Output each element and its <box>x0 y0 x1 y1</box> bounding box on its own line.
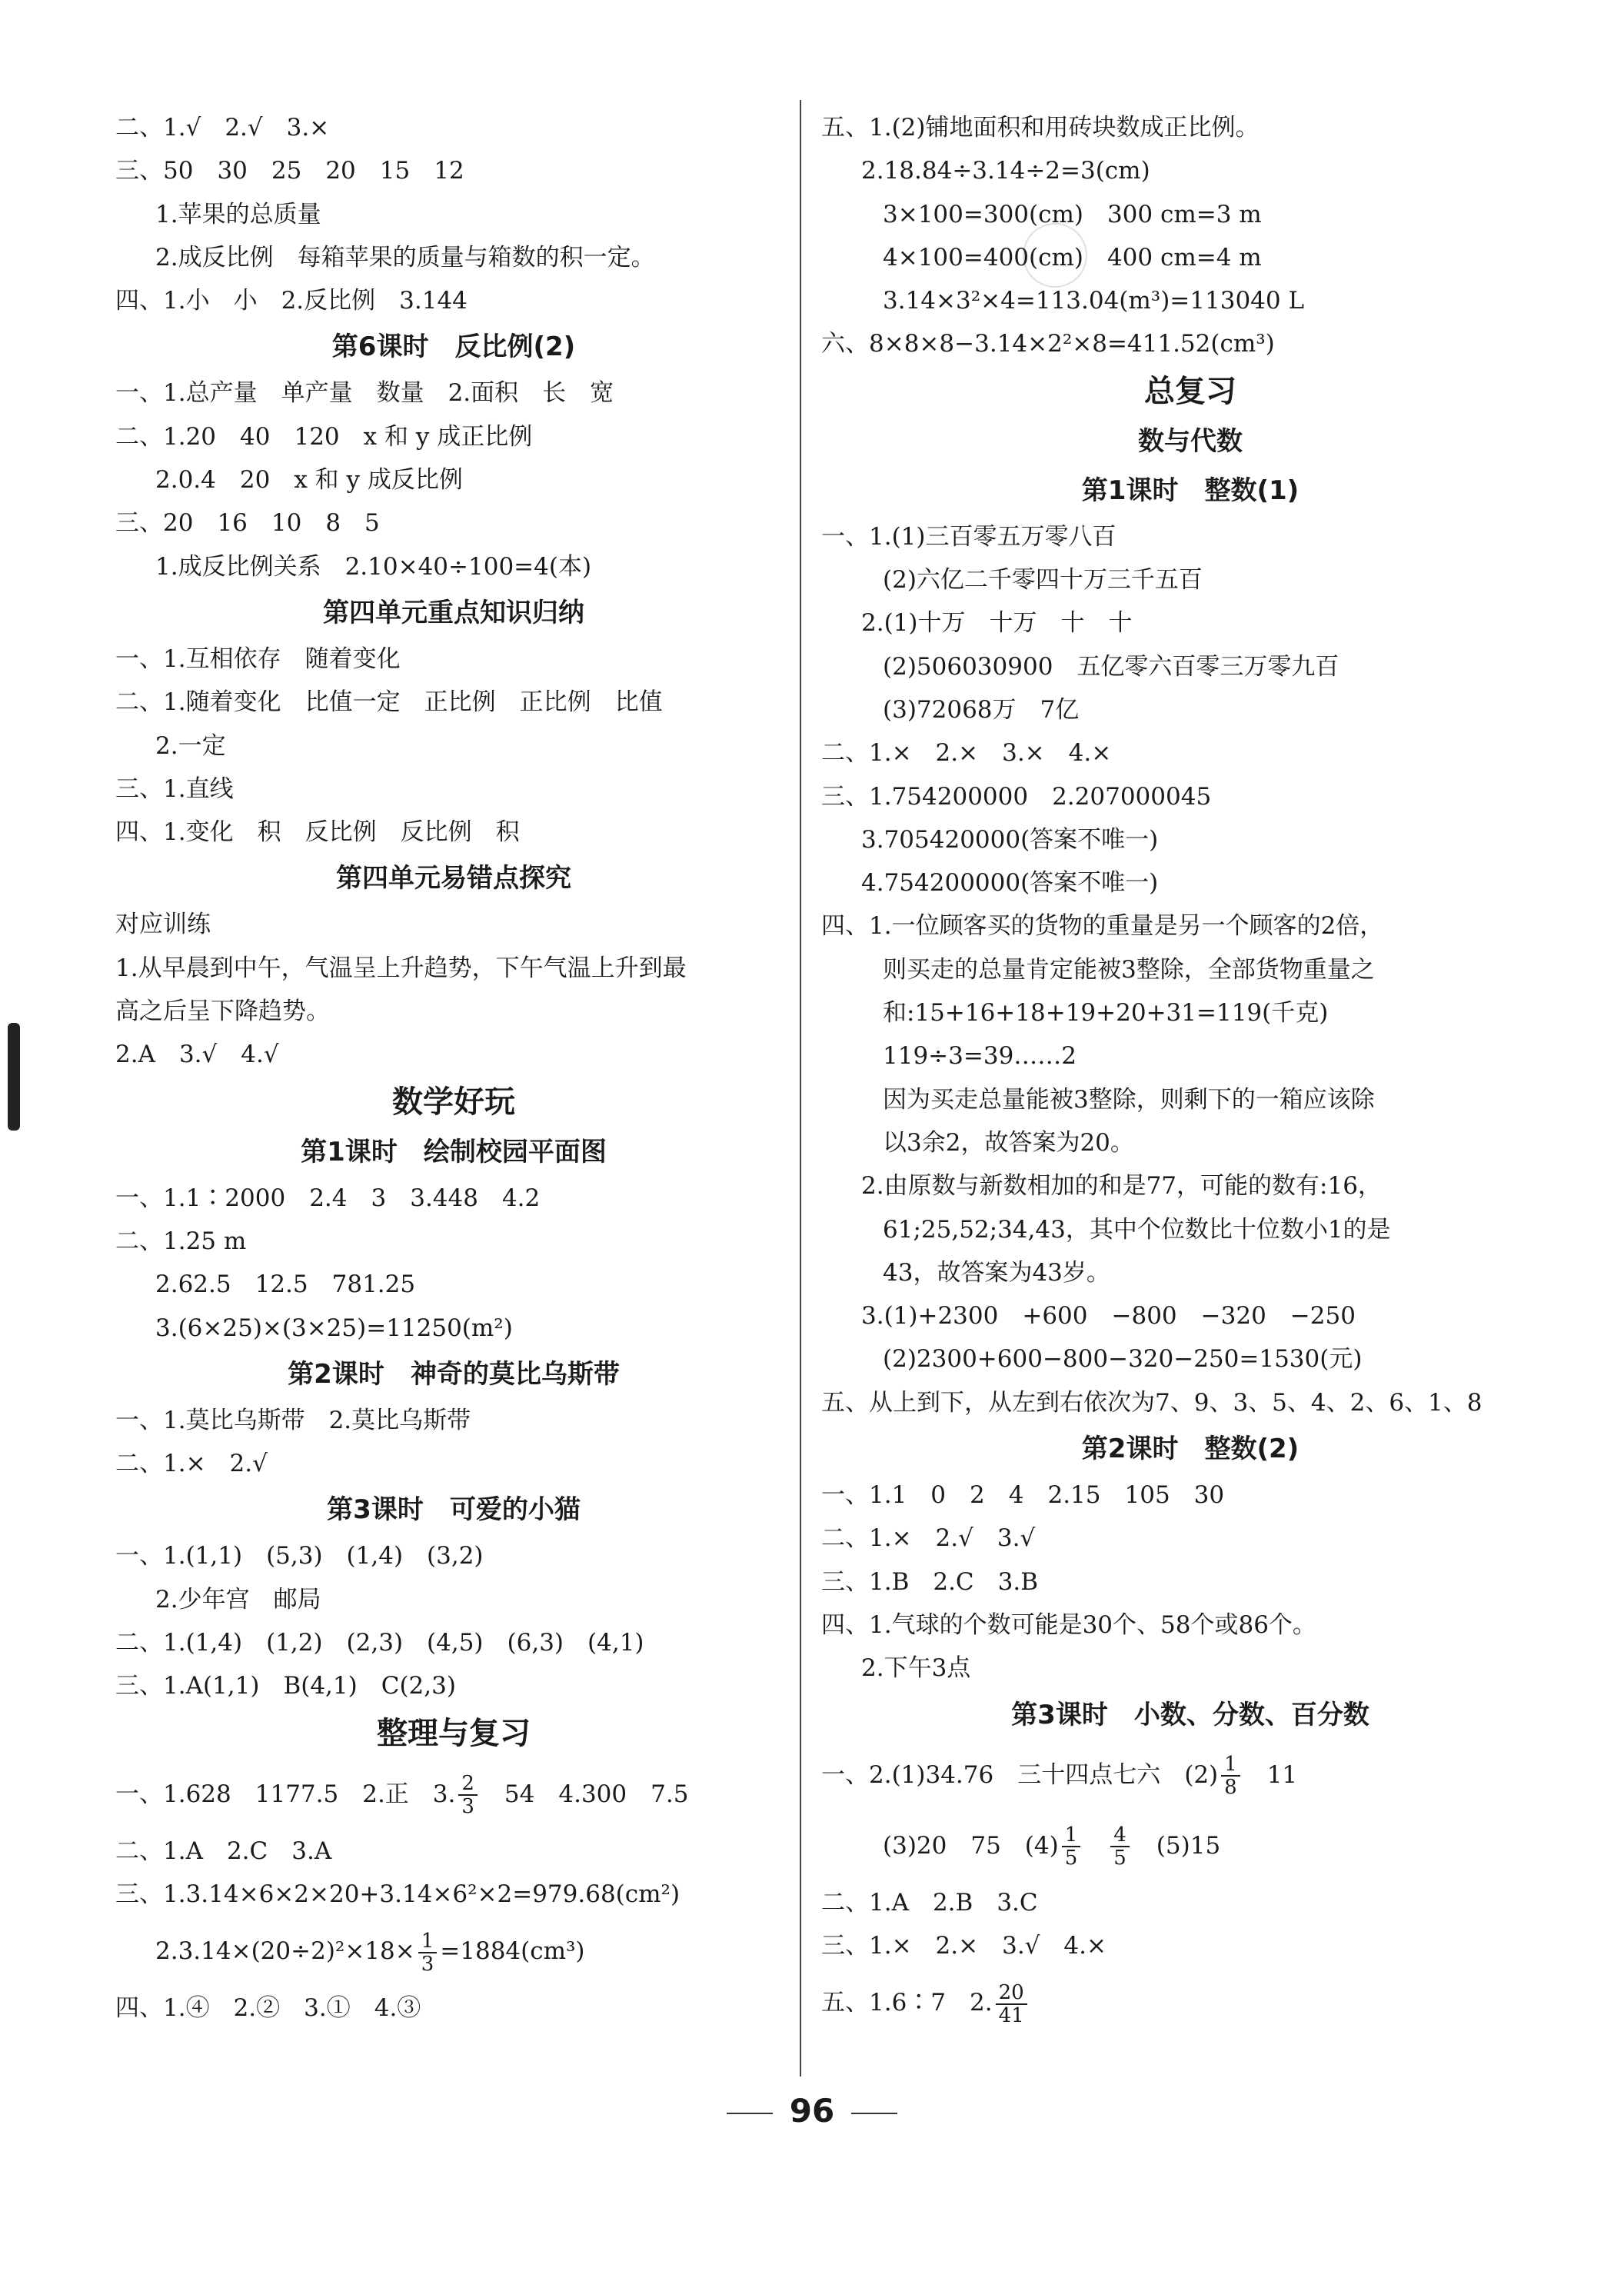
answer-line: 3×100=300(cm) 300 cm=3 m <box>883 200 1262 228</box>
answer-line: 二、1.(1,4) (1,2) (2,3) (4,5) (6,3) (4,1) <box>115 1629 644 1657</box>
answer-line: 二、1.25 m <box>115 1227 247 1255</box>
section-heading: 第6课时 反比例(2) <box>331 331 576 363</box>
dash-right <box>851 2113 897 2114</box>
answer-line: 六、8×8×8−3.14×2²×8=411.52(cm³) <box>821 330 1275 358</box>
section-heading: 第3课时 小数、分数、百分数 <box>1011 1699 1369 1730</box>
fraction: $\frac{1}{8}$ <box>1221 1753 1240 1798</box>
answer-line: 三、1.754200000 2.207000045 <box>821 782 1212 811</box>
answer-line: 3.14×3²×4=113.04(m³)=113040 L <box>883 287 1305 315</box>
answer-line: 五、从上到下，从左到右依次为7、9、3、5、4、2、6、1、8 <box>821 1388 1483 1417</box>
section-heading: 第2课时 整数(2) <box>1081 1434 1300 1465</box>
answer-line: 以3余2，故答案为20。 <box>883 1128 1134 1157</box>
answer-line: 对应训练 <box>115 911 211 939</box>
answer-line: 四、1.变化 积 反比例 反比例 积 <box>115 818 520 847</box>
answer-line: 2.0.4 20 x 和 y 成反比例 <box>155 466 463 495</box>
fraction: $\frac{20}{41}$ <box>996 1982 1027 2027</box>
answer-line: 四、1.一位顾客买的货物的重量是另一个顾客的2倍， <box>821 912 1384 941</box>
answer-line: 三、1.直线 <box>115 774 234 803</box>
review-line-4: 2.3.14×(20÷2)²×18× $\frac{1}{3}$ =1884(cm³) <box>155 1929 585 1976</box>
answer-line: 一、1.互相依存 随着变化 <box>115 644 401 673</box>
answer-line: 因为买走总量能被3整除，则剩下的一箱应该除 <box>883 1085 1375 1114</box>
answer-line: 二、1.20 40 120 x 和 y 成正比例 <box>115 422 533 451</box>
answer-line: 三、50 30 25 20 15 12 <box>115 157 464 185</box>
answer-line: 2.A 3.√ 4.√ <box>115 1041 279 1069</box>
answer-line: 二、1.× 2.√ <box>115 1450 268 1478</box>
fraction: $\frac{4}{5}$ <box>1110 1824 1130 1869</box>
review-line-5: 四、1.④ 2.② 3.① 4.③ <box>115 1994 421 2023</box>
answer-line: 四、1.气球的个数可能是30个、58个或86个。 <box>821 1610 1316 1639</box>
answer-line: 2.成反比例 每箱苹果的质量与箱数的积一定。 <box>155 243 655 271</box>
answer-line: 四、1.小 小 2.反比例 3.144 <box>115 287 468 315</box>
answer-line: 2.由原数与新数相加的和是77，可能的数有:16， <box>861 1172 1382 1201</box>
answer-line: 3.(1)+2300 +600 −800 −320 −250 <box>861 1302 1356 1330</box>
answer-line: 一、1.莫比乌斯带 2.莫比乌斯带 <box>115 1406 471 1434</box>
review-line-2: 二、1.A 2.C 3.A <box>115 1837 332 1865</box>
answer-line: 一、1.1∶2000 2.4 3 3.448 4.2 <box>115 1184 541 1212</box>
answer-line: 119÷3=39……2 <box>883 1042 1077 1071</box>
answer-line: 43，故答案为43岁。 <box>883 1258 1110 1287</box>
section-heading: 数与代数 <box>1138 425 1243 457</box>
answer-line: 五、1.(2)铺地面积和用砖块数成正比例。 <box>821 114 1260 142</box>
answer-line: 二、1.√ 2.√ 3.× <box>115 114 330 142</box>
answer-line: (2)六亿二千零四十万三千五百 <box>883 566 1203 594</box>
answer-line: 三、20 16 10 8 5 <box>115 509 380 538</box>
answer-line: 2.下午3点 <box>861 1654 971 1683</box>
answer-line: 二、1.× 2.√ 3.√ <box>821 1524 1036 1553</box>
answer-line: 4.754200000(答案不唯一) <box>861 869 1159 898</box>
review-line-3: 三、1.3.14×6×2×20+3.14×6²×2=979.68(cm²) <box>115 1880 681 1908</box>
answer-line: 二、1.× 2.× 3.× 4.× <box>821 739 1112 768</box>
answer-line: (2)506030900 五亿零六百零三万零九百 <box>883 652 1339 681</box>
review-section <box>115 1759 792 2030</box>
section-heading: 第四单元重点知识归纳 <box>323 597 584 628</box>
answer-line: 1.成反比例关系 2.10×40÷100=4(本) <box>155 552 592 581</box>
answer-line: 3.(6×25)×(3×25)=11250(m²) <box>155 1314 513 1342</box>
decimals-section <box>821 1740 1559 2039</box>
answer-line: 2.62.5 12.5 781.25 <box>155 1271 416 1299</box>
left-lines <box>115 106 792 1759</box>
section-heading: 数学好玩 <box>392 1084 515 1120</box>
binding-mark <box>8 1023 20 1131</box>
right-column <box>821 106 1559 2038</box>
left-column <box>115 106 792 2030</box>
answer-line: 和:15+16+18+19+20+31=119(千克) <box>883 999 1329 1027</box>
answer-line: 61;25,52;34,43，其中个位数比十位数小1的是 <box>883 1215 1391 1244</box>
section-heading: 第3课时 可爱的小猫 <box>327 1494 581 1526</box>
answer-line: 一、2.(1)34.76 三十四点七六 (2) $\frac{1}{8}$ 11 <box>821 1753 1298 1799</box>
fraction: $\frac{2}{3}$ <box>458 1773 478 1817</box>
section-heading: 第1课时 绘制校园平面图 <box>301 1136 607 1167</box>
answer-line: 1.苹果的总质量 <box>155 200 321 228</box>
answer-line: 3.705420000(答案不唯一) <box>861 825 1159 854</box>
answer-line: 三、1.A(1,1) B(4,1) C(2,3) <box>115 1672 456 1700</box>
answer-line: 2.18.84÷3.14÷2=3(cm) <box>861 157 1150 185</box>
answer-line: (3)20 75 (4) $\frac{1}{5}$ $\frac{4}{5}$ (5)15 <box>883 1823 1221 1870</box>
answer-line: 二、1.随着变化 比值一定 正比例 正比例 比值 <box>115 688 663 717</box>
section-heading: 整理与复习 <box>377 1715 531 1751</box>
answer-line: 1.从早晨到中午，气温呈上升趋势，下午气温上升到最 <box>115 954 687 982</box>
answer-line: 二、1.A 2.B 3.C <box>821 1888 1038 1917</box>
answer-line: 三、1.B 2.C 3.B <box>821 1567 1039 1596</box>
section-heading: 总复习 <box>1144 373 1236 409</box>
answer-line: 五、1.6∶7 2. $\frac{20}{41}$ <box>821 1967 1559 2038</box>
fraction: $\frac{1}{5}$ <box>1062 1824 1081 1869</box>
answer-line: 一、1.(1,1) (5,3) (1,4) (3,2) <box>115 1542 484 1570</box>
fraction: $\frac{1}{3}$ <box>418 1930 438 1975</box>
dash-left <box>727 2113 773 2114</box>
section-heading: 第1课时 整数(1) <box>1081 475 1300 506</box>
page-number: 96 <box>0 2092 1624 2130</box>
answer-line: 一、1.1 0 2 4 2.15 105 30 <box>821 1481 1225 1510</box>
answer-line: 2.(1)十万 十万 十 十 <box>861 609 1133 638</box>
answer-line: 高之后呈下降趋势。 <box>115 997 330 1026</box>
answer-line: (2)2300+600−800−320−250=1530(元) <box>883 1345 1363 1374</box>
review-line-1: 一、1.628 1177.5 2.正 3. $\frac{2}{3}$ 54 4.300 7.5 <box>115 1772 689 1819</box>
section-heading: 第四单元易错点探究 <box>336 863 571 894</box>
answer-line: 则买走的总量肯定能被3整除，全部货物重量之 <box>883 955 1375 984</box>
answer-line: 2.少年宫 邮局 <box>155 1585 321 1614</box>
column-divider <box>800 100 801 2077</box>
section-heading: 第2课时 神奇的莫比乌斯带 <box>288 1358 620 1390</box>
answer-line: 2.一定 <box>155 731 226 760</box>
answer-line: (3)72068万 7亿 <box>883 695 1080 724</box>
answer-line: 三、1.× 2.× 3.√ 4.× <box>821 1931 1107 1960</box>
answer-line: 一、1.(1)三百零五万零八百 <box>821 522 1116 551</box>
right-lines <box>821 106 1559 1740</box>
answer-line: 4×100=400(cm) 400 cm=4 m <box>883 243 1262 271</box>
answer-line: 一、1.总产量 单产量 数量 2.面积 长 宽 <box>115 379 614 408</box>
